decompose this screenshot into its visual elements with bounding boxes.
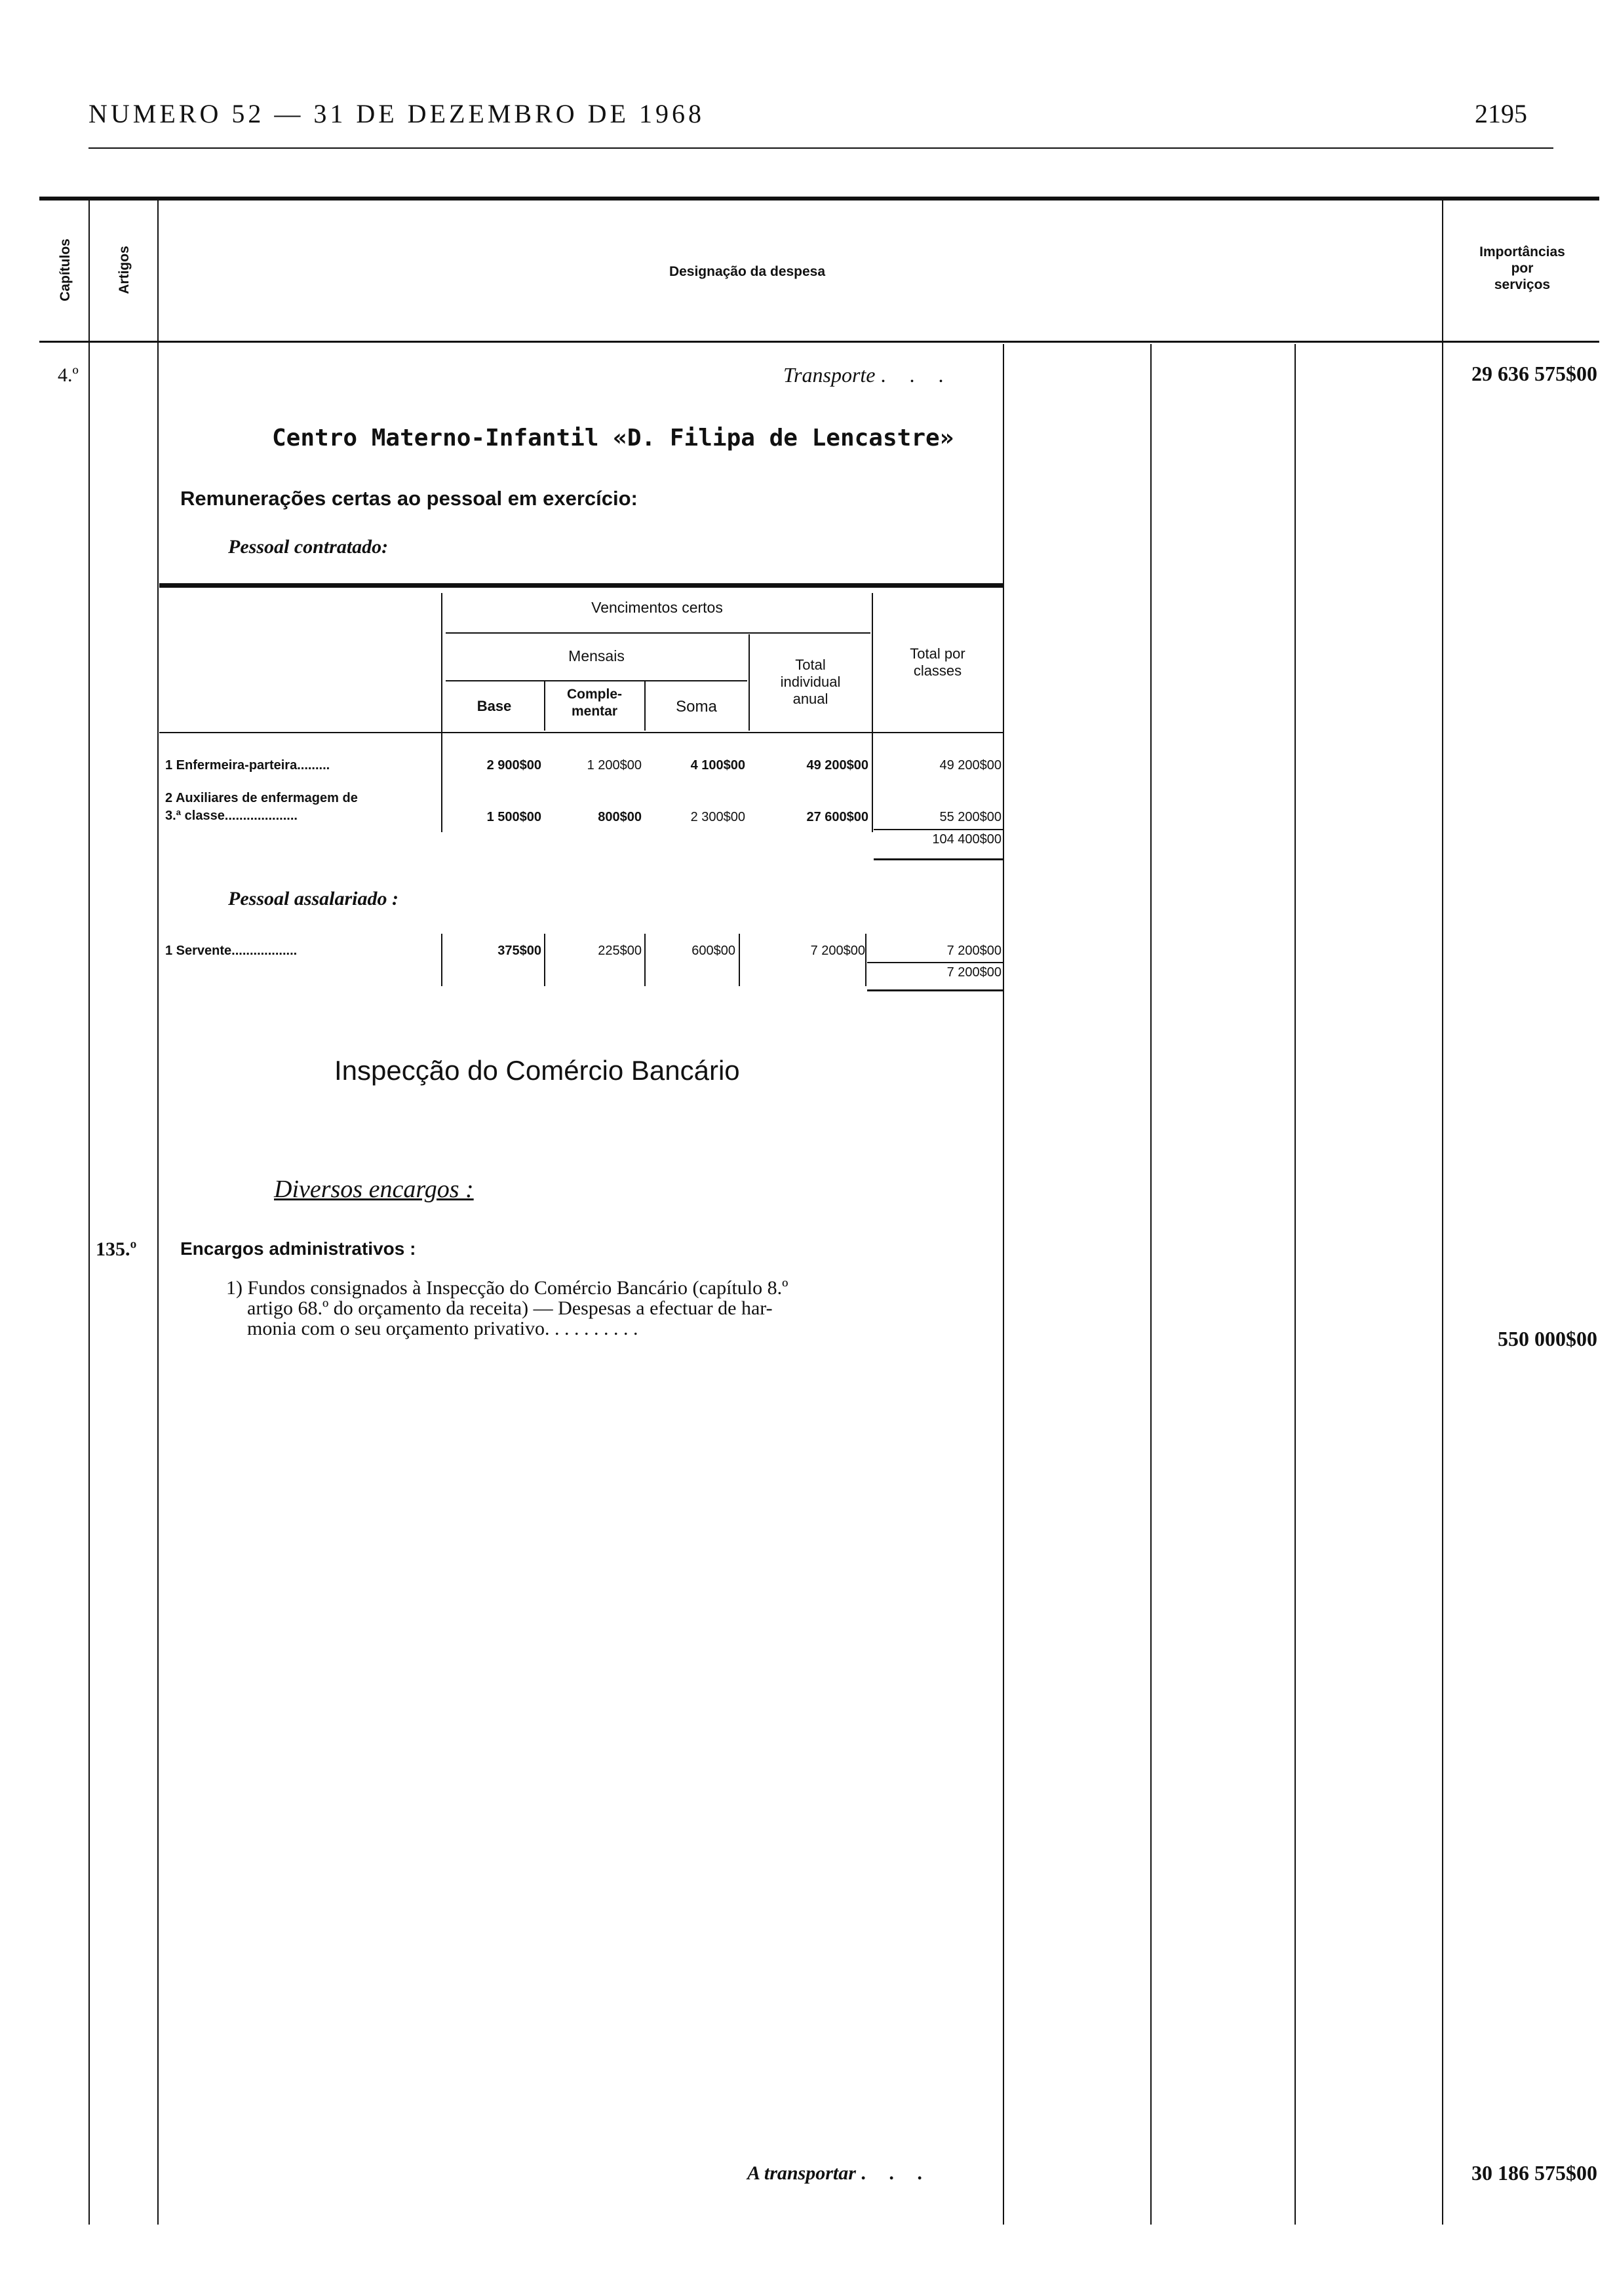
row2-total-anual: 27 600$00 — [806, 810, 868, 824]
row1-designation: 1 Enfermeira-parteira......... — [165, 758, 330, 773]
col-header-artigos: Artigos — [117, 246, 132, 294]
importancias-line-1: Importâncias — [1479, 244, 1565, 259]
header-rule — [88, 147, 1553, 149]
subtable-sep-total-classes — [872, 593, 873, 832]
servente-base: 375$00 — [497, 944, 541, 958]
subtotal-contratado-rule — [874, 829, 1003, 830]
subtotal-assalariado-double-rule — [867, 989, 1003, 991]
issue-header: NUMERO 52 — 31 DE DEZEMBRO DE 1968 — [88, 99, 705, 128]
col-total-classes-line-1: Total por — [910, 645, 965, 662]
servente-sep-soma — [644, 934, 646, 986]
diversos-encargos-heading: Diversos encargos : — [274, 1176, 474, 1203]
fundos-item-line-3: monia com o seu orçamento privativo. . . . . . . . . . — [247, 1318, 638, 1339]
a-transportar-label — [747, 2162, 931, 2185]
subtotal-contratado-double-rule — [874, 858, 1003, 860]
a-transportar-text: A transportar — [747, 2162, 856, 2184]
table-top-rule — [39, 197, 1599, 201]
col-header-designacao: Designação da despesa — [669, 264, 826, 279]
inspeccao-title: Inspecção do Comércio Bancário — [334, 1055, 740, 1086]
page-number: 2195 — [1475, 99, 1527, 128]
col-total-classes-line-2: classes — [913, 662, 962, 679]
transporte-text: Transporte — [783, 363, 876, 387]
subtable-sep-base — [441, 593, 442, 832]
col-header-capitulos: Capítulos — [58, 239, 73, 301]
subtable-sep-total-individual — [749, 634, 750, 731]
article-number: 135.º — [96, 1238, 137, 1260]
col-total-individual — [750, 657, 870, 708]
chapter-number: 4.º — [58, 364, 79, 386]
row2-base: 1 500$00 — [486, 810, 541, 824]
servente-total-anual: 7 200$00 — [810, 944, 865, 958]
col-header-importancias — [1445, 244, 1599, 293]
pessoal-contratado-heading: Pessoal contratado: — [228, 536, 389, 558]
col-total-individual-line-3: anual — [792, 691, 828, 707]
mensais-header: Mensais — [568, 647, 625, 664]
vencimentos-underline — [446, 632, 870, 634]
col-complementar-line-1: Comple- — [567, 687, 622, 702]
fundos-item-line-2: artigo 68.º do orçamento da receita) — Despesas a efectuar de har- — [247, 1297, 773, 1319]
servente-sep-total-individual — [739, 934, 740, 986]
fundos-item-line-1: 1) Fundos consignados à Inspecção do Comércio Bancário (capítulo 8.º — [226, 1277, 788, 1299]
importancias-line-2: por — [1511, 261, 1534, 276]
row1-base: 2 900$00 — [486, 758, 541, 773]
col-complementar — [545, 686, 644, 720]
col-sep-2 — [1150, 344, 1152, 2225]
servente-total-classes: 7 200$00 — [946, 944, 1002, 958]
centro-title: Centro Materno-Infantil «D. Filipa de Lencastre» — [272, 425, 954, 451]
col-base: Base — [477, 698, 512, 714]
row2-designation-line-1: 2 Auxiliares de enfermagem de — [165, 791, 358, 805]
a-transportar-amount: 30 186 575$00 — [1471, 2161, 1597, 2185]
col-sep-capitulos — [88, 200, 90, 2225]
vencimentos-header: Vencimentos certos — [591, 599, 723, 616]
col-total-classes — [874, 645, 1002, 679]
servente-soma: 600$00 — [691, 944, 735, 958]
row1-total-anual: 49 200$00 — [806, 758, 868, 773]
col-sep-3 — [1294, 344, 1296, 2225]
servente-sep-base — [441, 934, 442, 986]
servente-complementar: 225$00 — [598, 944, 642, 958]
row1-soma: 4 100$00 — [690, 758, 745, 773]
servente-designation: 1 Servente.................. — [165, 944, 298, 958]
col-total-individual-line-1: Total — [795, 657, 826, 673]
transporte-label — [783, 363, 952, 387]
subtotal-assalariado: 7 200$00 — [946, 965, 1002, 980]
row1-total-classes: 49 200$00 — [939, 758, 1002, 773]
row2-designation — [165, 790, 358, 825]
row2-total-classes: 55 200$00 — [939, 810, 1002, 824]
mensais-underline — [446, 680, 747, 681]
a-transportar-dots: . . . — [861, 2162, 931, 2184]
subtable-top-rule — [159, 583, 1003, 588]
subtable-header-rule — [159, 732, 1003, 733]
transporte-amount: 29 636 575$00 — [1471, 362, 1597, 385]
transporte-dots: . . . — [880, 363, 953, 387]
col-complementar-line-2: mentar — [571, 704, 618, 719]
col-total-individual-line-2: individual — [780, 674, 841, 690]
row1-complementar: 1 200$00 — [587, 758, 642, 773]
fundos-item — [226, 1278, 1003, 1339]
col-soma: Soma — [676, 698, 717, 716]
col-sep-artigos — [157, 200, 159, 2225]
encargos-administrativos-heading: Encargos administrativos : — [180, 1238, 416, 1259]
servente-sep-total-classes — [865, 934, 866, 986]
importancias-line-3: serviços — [1494, 277, 1551, 292]
remuneracoes-heading: Remunerações certas ao pessoal em exercício: — [180, 487, 638, 510]
fundos-amount: 550 000$00 — [1498, 1327, 1597, 1350]
header-bottom-rule — [39, 341, 1599, 343]
row2-complementar: 800$00 — [598, 810, 642, 824]
pessoal-assalariado-heading: Pessoal assalariado : — [228, 888, 399, 909]
row2-designation-line-2: 3.ª classe.................... — [165, 809, 298, 823]
col-sep-importancias — [1442, 200, 1443, 2225]
col-sep-designacao — [1003, 344, 1004, 2225]
subtotal-assalariado-rule — [867, 962, 1003, 963]
subtotal-contratado: 104 400$00 — [932, 832, 1002, 847]
row2-soma: 2 300$00 — [690, 810, 745, 824]
servente-sep-complementar — [544, 934, 545, 986]
